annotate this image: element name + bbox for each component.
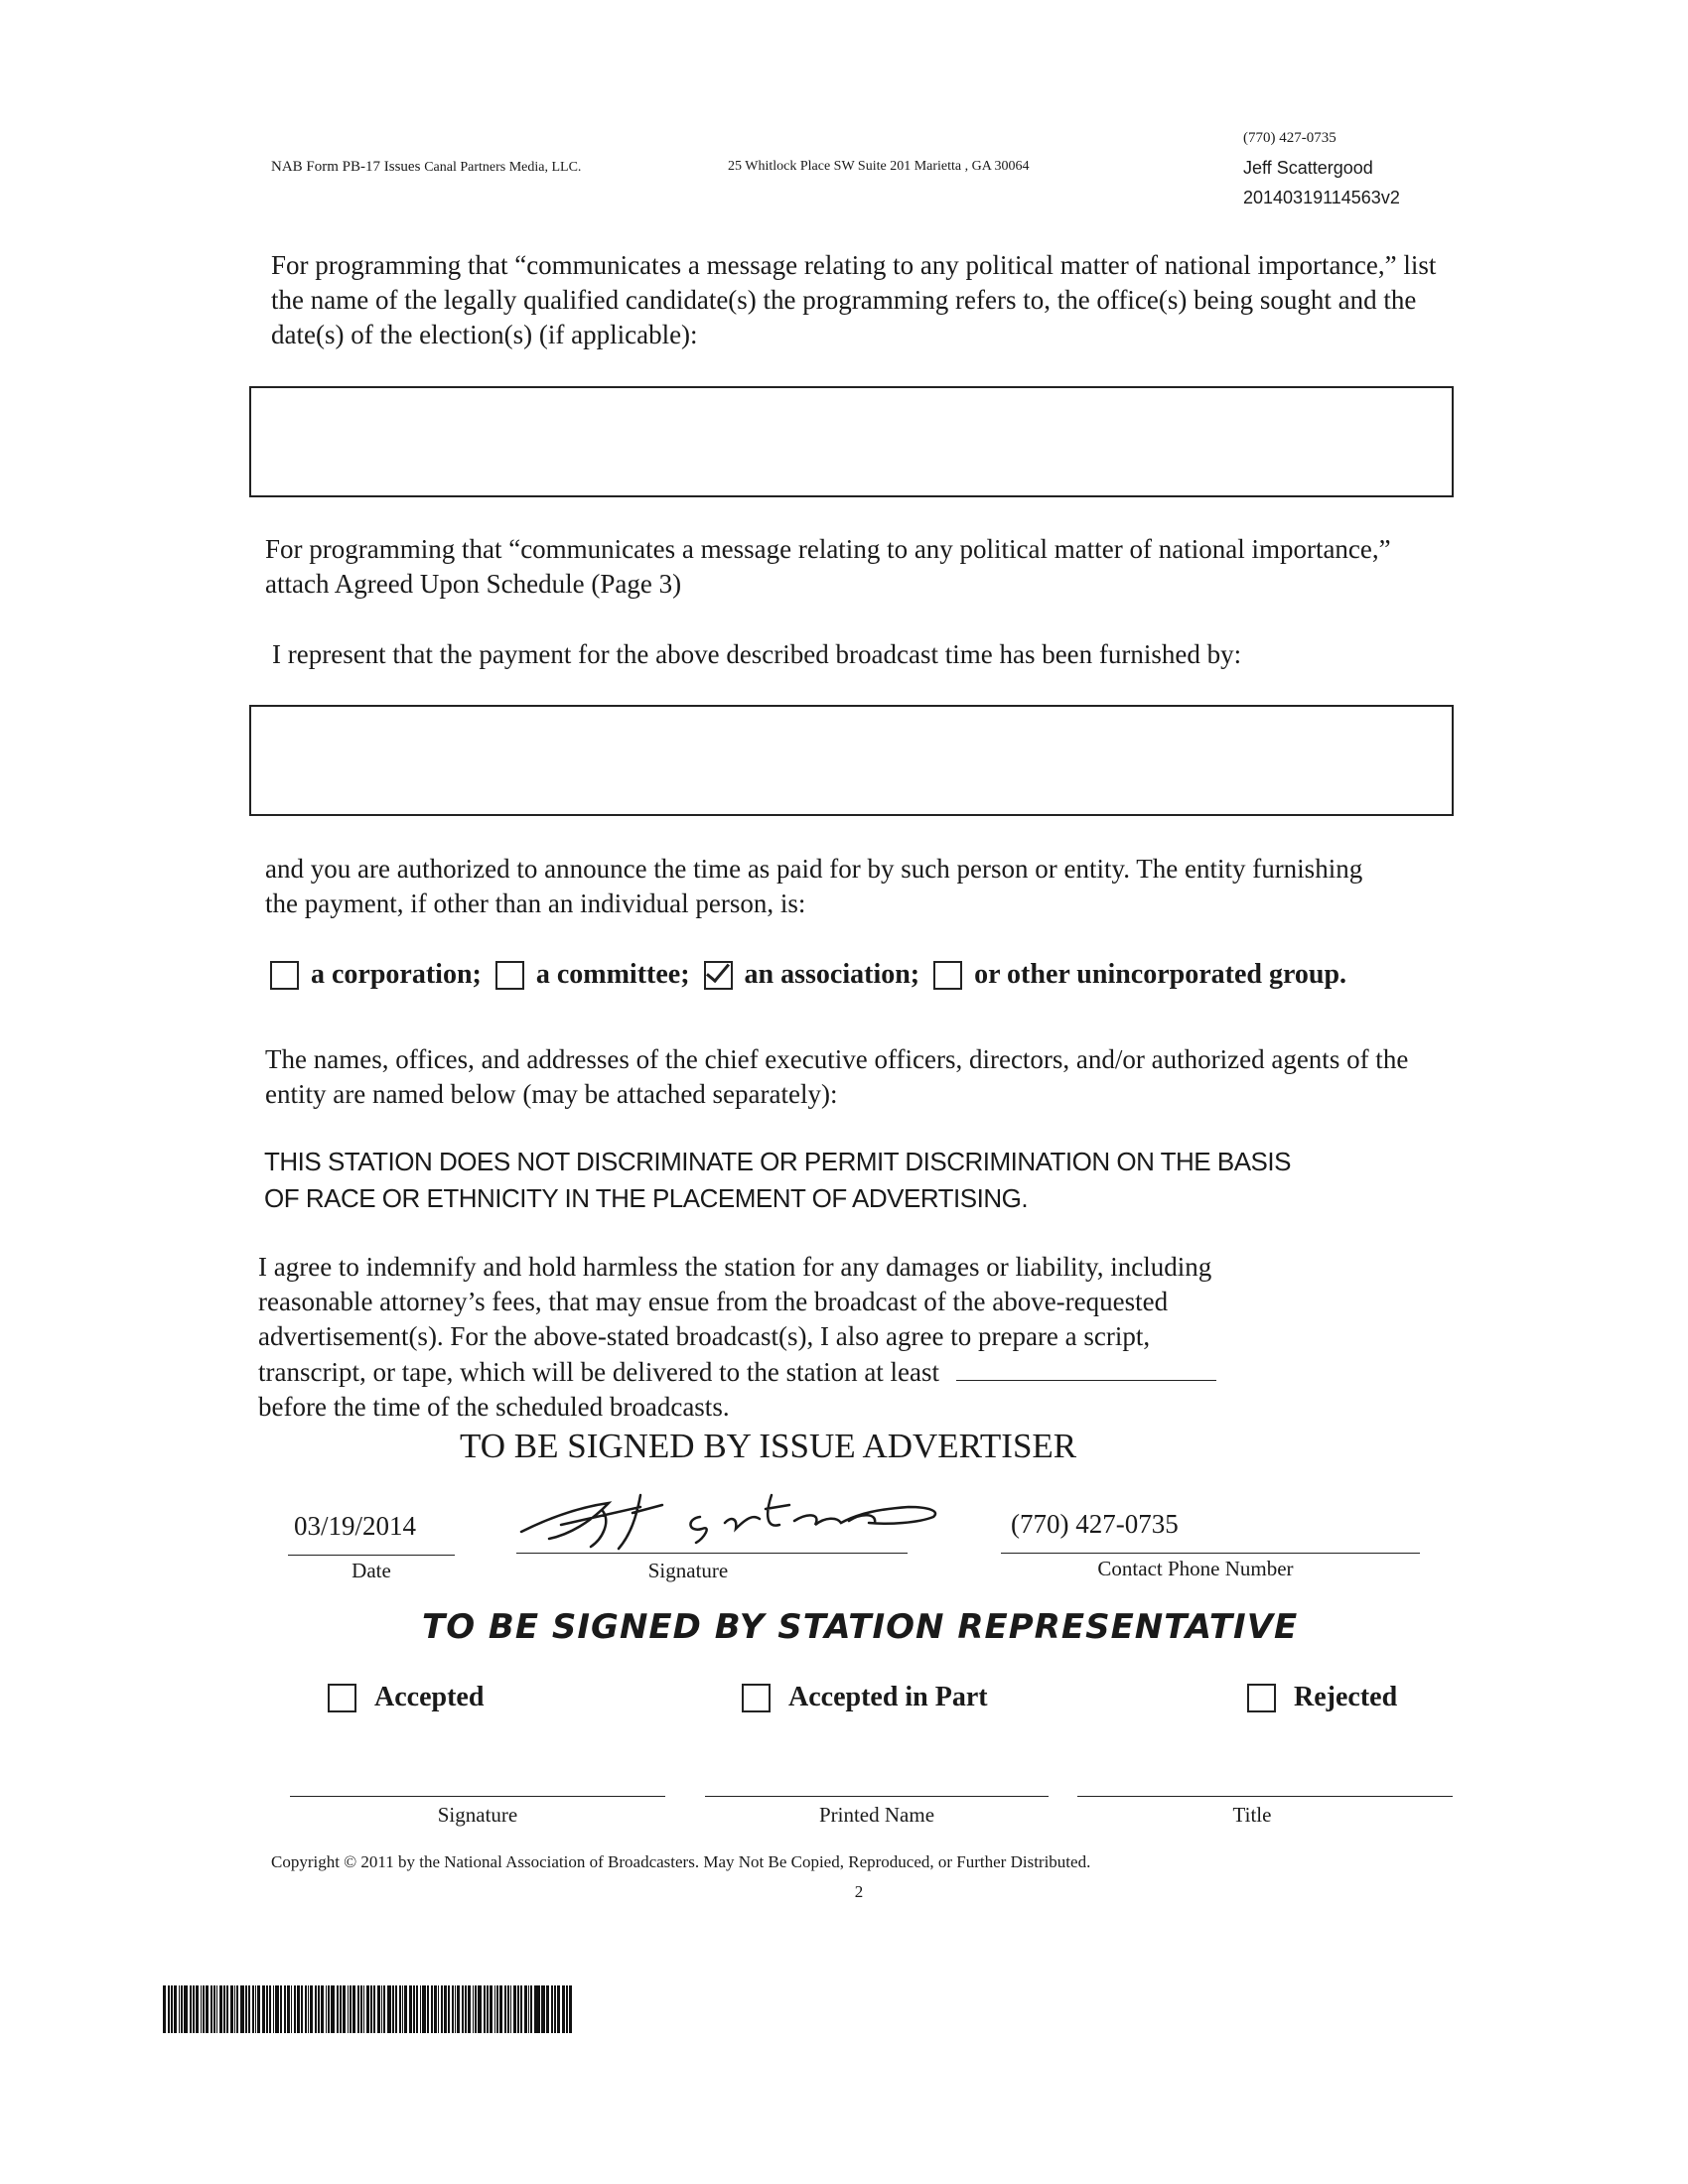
header-contact-name: Jeff Scattergood: [1243, 158, 1373, 178]
rejected-label: Rejected: [1294, 1682, 1398, 1712]
candidates-prompt: For programming that “communicates a message relating to any political matter of national importance,” list the name of the legally qualified candidate(s) the programming refers to, the office(s) being sought and the date(s) of the election(s) (if applicable):: [271, 250, 1437, 349]
accepted-label: Accepted: [374, 1682, 485, 1712]
title-line[interactable]: [1077, 1796, 1453, 1797]
accepted-in-part-label: Accepted in Part: [788, 1682, 988, 1712]
association-checkbox[interactable]: [704, 961, 733, 990]
date-label: Date: [352, 1559, 391, 1582]
corporation-label: a corporation;: [311, 959, 482, 990]
header-doc-id: 20140319114563v2: [1243, 188, 1400, 207]
non-discrimination-notice: [264, 1144, 1291, 1217]
barcode-image: [163, 1985, 574, 2033]
advertiser-phone-label: Contact Phone Number: [1097, 1557, 1294, 1580]
printed-name-label: Printed Name: [818, 1803, 935, 1827]
station-signature-line[interactable]: [290, 1796, 665, 1797]
indemnify-line-3: advertisement(s). For the above-stated broadcast(s), I also agree to prepare a script,: [258, 1321, 1151, 1351]
notice-line-2: OF RACE OR ETHNICITY IN THE PLACEMENT OF ADVERTISING.: [264, 1183, 1029, 1213]
accepted-checkbox[interactable]: [328, 1684, 356, 1712]
advertiser-signature-line: [516, 1553, 908, 1554]
committee-label: a committee;: [535, 959, 690, 990]
indemnify-paragraph: [258, 1250, 1216, 1425]
payment-source-box[interactable]: [249, 705, 1454, 816]
authorization-text: and you are authorized to announce the time as paid for by such person or entity. The entity furnishing the payment, if other than an individual person, is:: [265, 854, 1363, 918]
accepted-in-part-checkbox[interactable]: [742, 1684, 771, 1712]
station-signature-label: Signature: [437, 1803, 518, 1827]
form-name-text: NAB Form PB-17 Issues: [271, 159, 421, 175]
committee-checkbox[interactable]: [495, 961, 524, 990]
company-address: 25 Whitlock Place SW Suite 201 Marietta , GA 30064: [728, 159, 1030, 174]
advertiser-sign-title: TO BE SIGNED BY ISSUE ADVERTISER: [460, 1427, 1077, 1465]
association-label: an association;: [744, 959, 920, 990]
indemnify-line-1: I agree to indemnify and hold harmless the station for any damages or liability, including: [258, 1252, 1212, 1282]
indemnify-line-2: reasonable attorney’s fees, that may ensue from the broadcast of the above-requested: [258, 1287, 1169, 1316]
other-group-label: or other unincorporated group.: [974, 959, 1347, 990]
indemnify-line-4: [258, 1354, 1216, 1390]
indemnify-line-5: before the time of the scheduled broadcasts.: [258, 1392, 730, 1422]
rejected-checkbox[interactable]: [1247, 1684, 1276, 1712]
corporation-checkbox[interactable]: [270, 961, 299, 990]
printed-name-line[interactable]: [705, 1796, 1049, 1797]
delivery-time-blank[interactable]: [956, 1354, 1216, 1381]
accepted-option: [328, 1682, 484, 1713]
phone-line: [1001, 1553, 1420, 1554]
date-line: [288, 1555, 455, 1556]
station-sign-title: TO BE SIGNED BY STATION REPRESENTATIVE: [422, 1607, 1299, 1647]
schedule-prompt: For programming that “communicates a message relating to any political matter of national importance,” attach Agreed Upon Schedule (Page 3): [265, 534, 1391, 599]
page-number: 2: [854, 1882, 864, 1901]
advertiser-signature-image: [492, 1477, 968, 1557]
advertiser-signature-label: Signature: [647, 1559, 729, 1582]
payment-prompt: I represent that the payment for the above described broadcast time has been furnished by:: [272, 639, 1242, 669]
other-group-checkbox[interactable]: [933, 961, 962, 990]
advertiser-date-value[interactable]: 03/19/2014: [294, 1511, 417, 1541]
copyright-notice: Copyright © 2011 by the National Association of Broadcasters. May Not Be Copied, Reproduced, or Further Distributed.: [271, 1852, 1091, 1871]
indemnify-line-4-text: transcript, or tape, which will be delivered to the station at least: [258, 1357, 940, 1387]
rejected-option: [1247, 1682, 1397, 1713]
entity-type-row: [270, 959, 1360, 991]
header-phone: (770) 427-0735: [1243, 130, 1336, 146]
candidates-input-box[interactable]: [249, 386, 1454, 497]
company-name: Canal Partners Media, LLC.: [424, 160, 582, 175]
accepted-in-part-option: [742, 1682, 988, 1713]
title-label: Title: [1232, 1803, 1272, 1827]
notice-line-1: THIS STATION DOES NOT DISCRIMINATE OR PERMIT DISCRIMINATION ON THE BASIS: [264, 1147, 1291, 1176]
officers-prompt: The names, offices, and addresses of the chief executive officers, directors, and/or authorized agents of the entity are named below (may be attached separately):: [265, 1044, 1409, 1109]
advertiser-phone-value[interactable]: (770) 427-0735: [1011, 1509, 1179, 1539]
form-name: [271, 159, 581, 176]
